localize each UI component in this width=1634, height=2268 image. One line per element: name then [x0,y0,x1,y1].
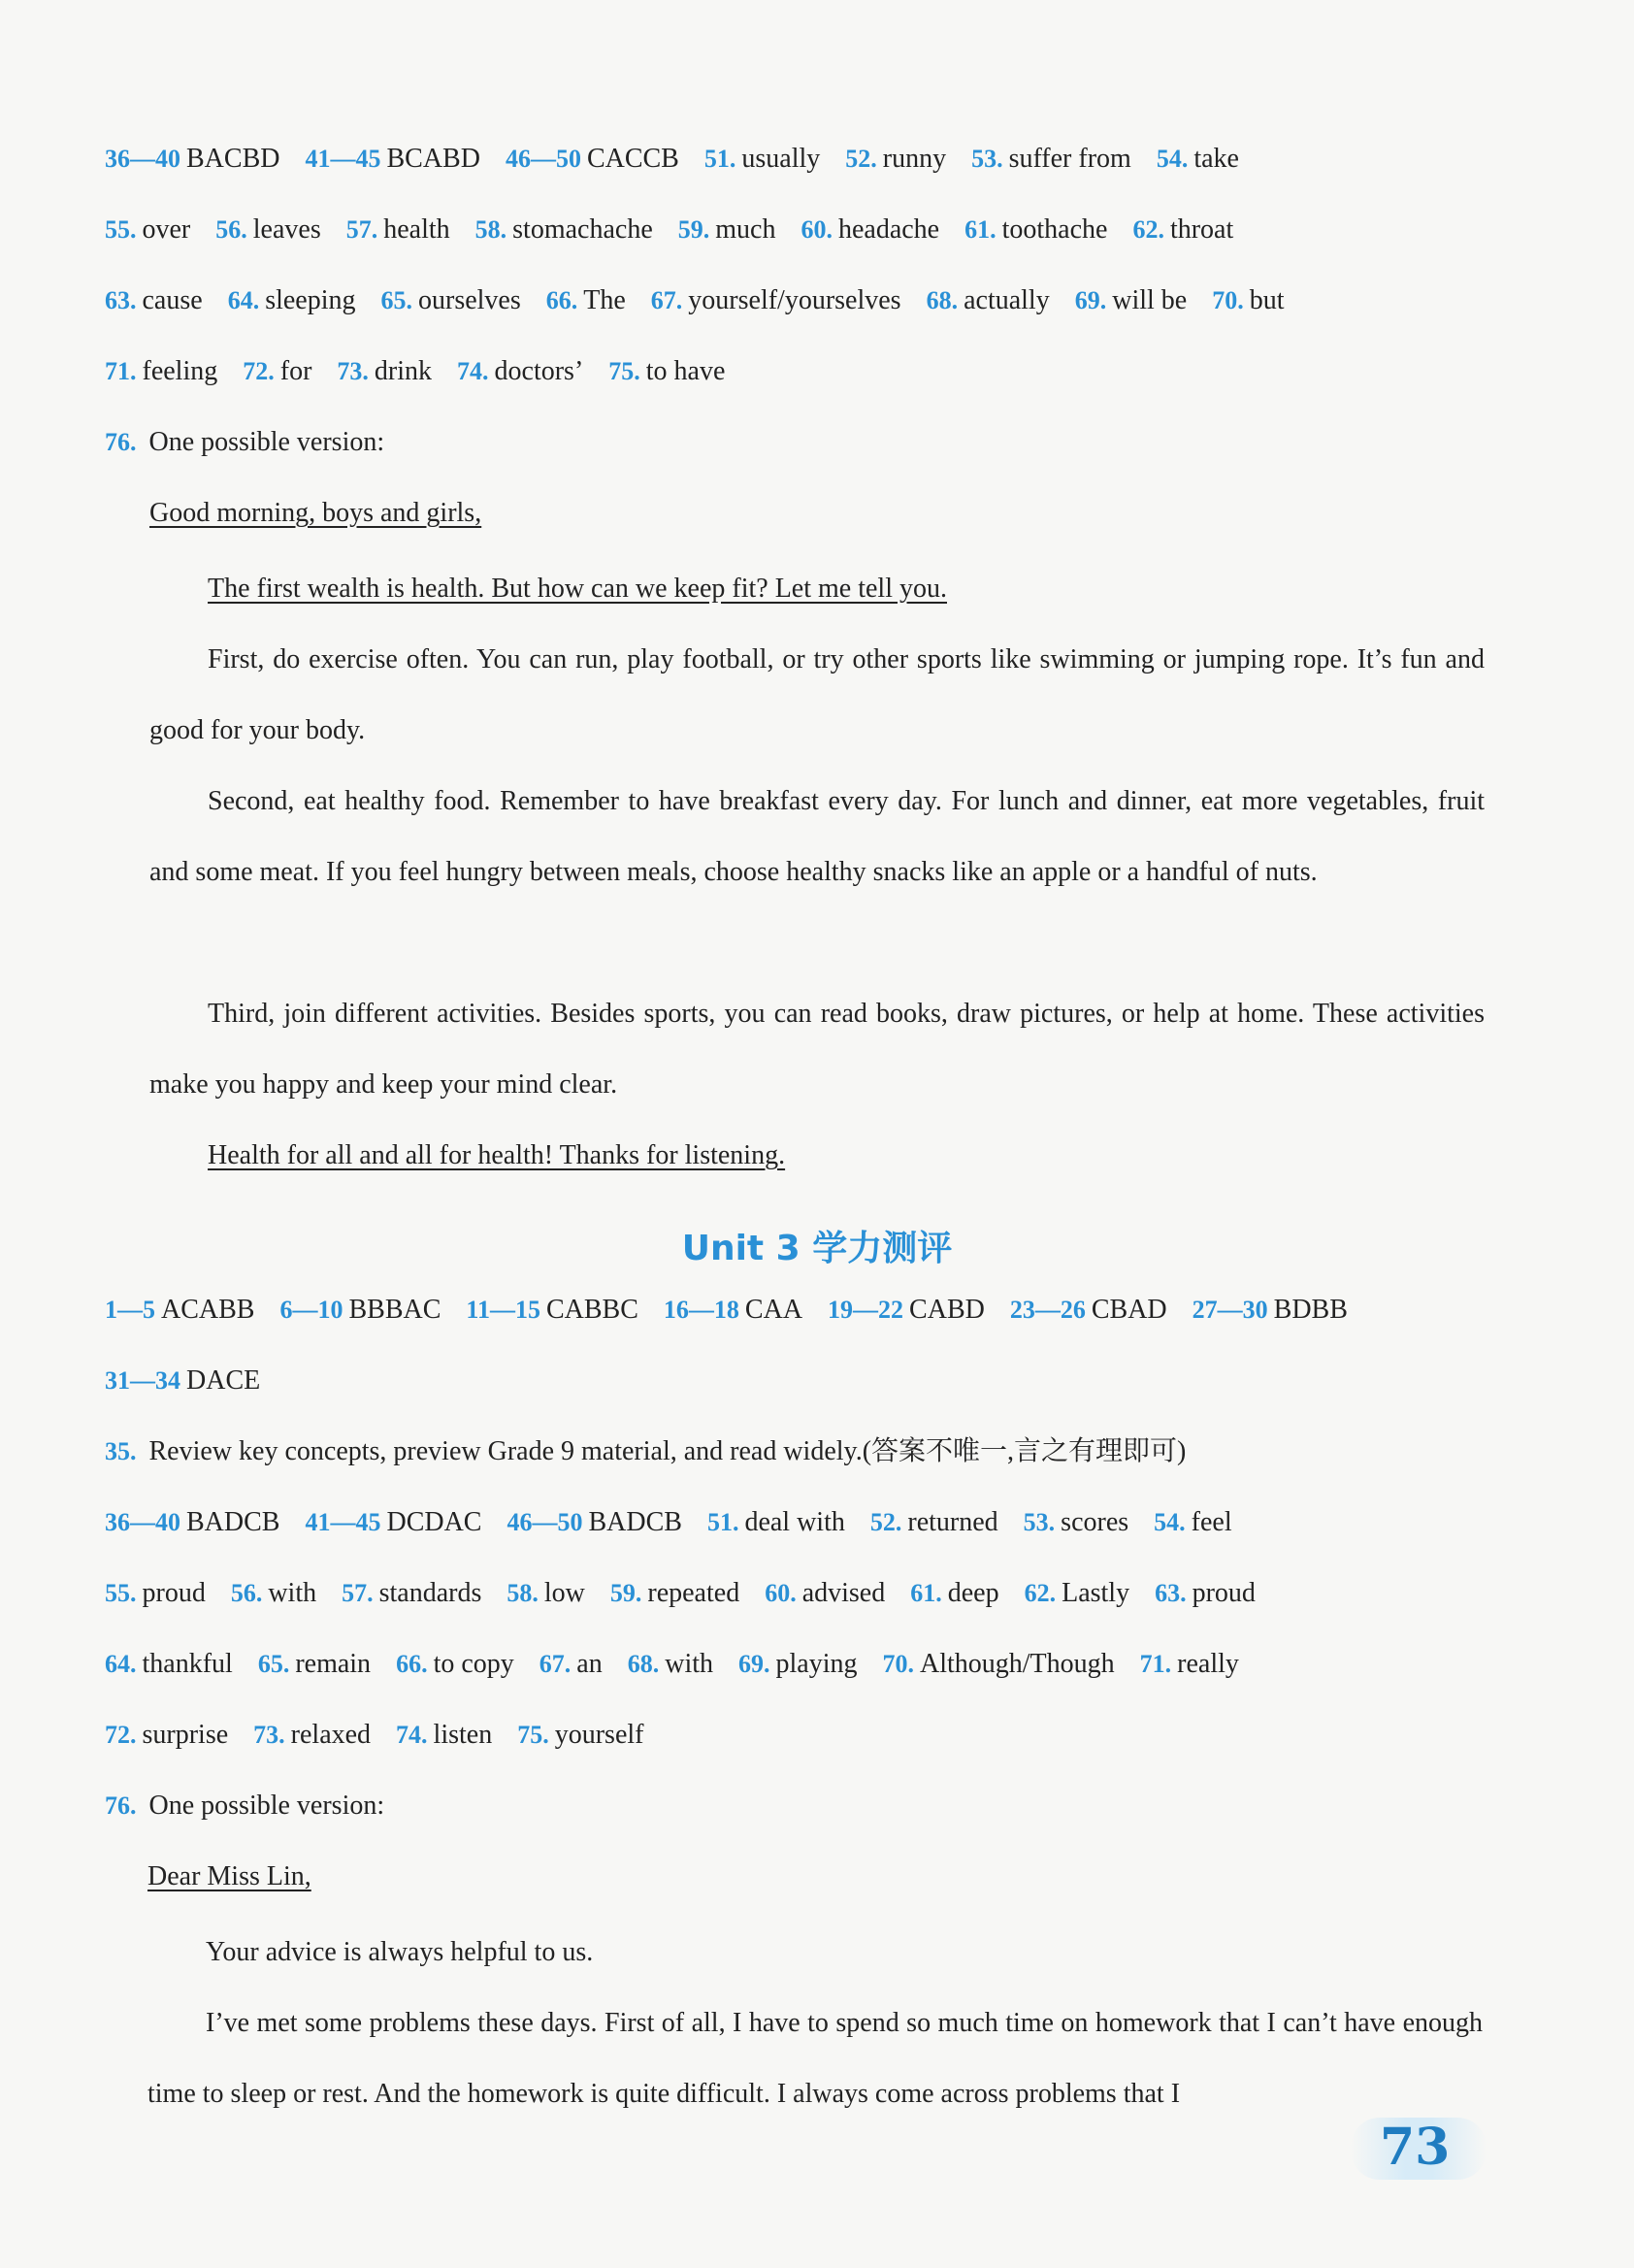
answer-item [105,1295,254,1325]
answer-item [738,1649,858,1679]
question-number: 67. [539,1650,572,1678]
answer-item [466,1295,638,1325]
answer-item [608,356,725,386]
answer-item [305,1507,481,1537]
answer-item [1075,285,1188,315]
question-number: 60. [801,215,833,244]
answer-text: Although/Though [920,1649,1115,1679]
essay-paragraph: First, do exercise often. You can run, play football, or try other sports like swimming or jumping rope. It’s fun and good for your body. [149,644,1485,745]
answer-item [253,1720,371,1750]
question-number: 75. [608,357,640,385]
question-number: 1—5 [105,1296,155,1324]
answer-text: proud [142,1578,206,1608]
question-number: 23—26 [1009,1296,1086,1324]
answer-text: relaxed [290,1720,372,1750]
answer-text: BDBB [1273,1295,1348,1325]
q76-line [105,423,1531,462]
answer-item [228,285,356,315]
question-number: 59. [609,1579,642,1607]
answer-text: feeling [142,356,218,386]
question-number: 27—30 [1192,1296,1268,1324]
question-number: 62. [1132,215,1164,244]
question-number: 76. [105,428,137,456]
answer-item [1212,285,1284,315]
answer-text: BBBAC [348,1295,441,1325]
answer-row [105,1645,1531,1684]
answer-text: will be [1112,285,1188,315]
essay-paragraph: The first wealth is health. But how can we keep fit? Let me tell you. [208,574,947,604]
question-number: 65. [380,286,412,314]
question-number: 41—45 [305,1508,381,1536]
answer-text: actually [964,285,1050,315]
answer-text: usually [741,144,821,174]
question-number: 51. [703,145,736,173]
question-number: 6—10 [279,1296,343,1324]
answer-item [845,144,946,174]
question-number: 66. [545,286,578,314]
answer-text: DACE [186,1365,261,1396]
question-number: 69. [1074,286,1107,314]
answer-text: feel [1191,1507,1232,1537]
answer-text: throat [1169,214,1234,245]
answer-item [1155,1578,1256,1608]
answer-text: over [142,214,191,245]
question-number: 63. [1155,1579,1187,1607]
page-number-badge [1351,2118,1487,2180]
question-number: 72. [105,1721,137,1749]
answer-item [105,1365,260,1396]
answer-item [258,1649,371,1679]
question-number: 11—15 [466,1296,540,1324]
answer-item [927,285,1050,315]
answer-text: returned [907,1507,998,1537]
question-number: 31—34 [105,1366,180,1395]
answer-text: deep [947,1578,999,1608]
question-number: 63. [105,286,137,314]
answer-item [664,1295,802,1325]
question-number: 58. [474,215,507,244]
answer-item [828,1295,985,1325]
letter-paragraph: Your advice is always helpful to us. [206,1937,594,1967]
answer-item [475,214,653,245]
question-number: 53. [1023,1508,1056,1536]
answer-item [1193,1295,1348,1325]
answer-text: stomachache [512,214,653,245]
answer-row [105,1574,1531,1613]
answer-row [105,1716,1531,1755]
letter-greeting: Dear Miss Lin, [147,1861,311,1891]
answer-item [105,1649,233,1679]
answer-item [342,1578,481,1608]
page-number: 73 [1380,2118,1451,2177]
answer-item [1132,214,1233,245]
answer-text: remain [295,1649,372,1679]
answer-item [396,1649,514,1679]
answer-item [651,285,901,315]
answer-item [396,1720,492,1750]
answer-text: proud [1192,1578,1256,1608]
essay-paragraph: Third, join different activities. Besides sports, you can read books, draw pictures, or help at home. These activities make you happy and keep your mind clear. [149,999,1485,1100]
question-number: 56. [215,215,247,244]
question-number: 19—22 [828,1296,904,1324]
answer-item [346,214,450,245]
answer-text: CABD [909,1295,985,1325]
answer-item [964,214,1107,245]
answer-row [105,140,1531,179]
answer-text: scores [1061,1507,1129,1537]
question-number: 46—50 [507,1508,583,1536]
answer-item [337,356,432,386]
answer-text: an [576,1649,603,1679]
essay-paragraph: Second, eat healthy food. Remember to have breakfast every day. For lunch and dinner, eat more vegetables, fruit and some meat. If you feel hungry between meals, choose healthy snacks like an apple or a handful of nuts. [149,786,1485,887]
question-number: 74. [457,357,489,385]
answer-item [765,1578,885,1608]
answer-text: toothache [1001,214,1108,245]
answer-text: Lastly [1062,1578,1130,1608]
answer-text: deal with [744,1507,845,1537]
question-number: 57. [345,215,378,244]
question-number: 73. [337,357,369,385]
answer-item [1157,144,1239,174]
answer-text: headache [837,214,940,245]
answer-item [704,144,820,174]
answer-item [678,214,776,245]
question-number: 54. [1154,1508,1186,1536]
answer-item [910,1578,998,1608]
q76-text: One possible version: [148,1791,385,1821]
q35-text: Review key concepts, preview Grade 9 material, and read widely.(答案不唯一,言之有理即可) [148,1436,1187,1466]
answer-text: thankful [142,1649,233,1679]
answer-text: surprise [142,1720,229,1750]
answer-item [1024,1507,1128,1537]
answer-text: DCDAC [386,1507,482,1537]
question-number: 16—18 [663,1296,739,1324]
question-number: 75. [517,1721,549,1749]
question-number: 54. [1156,145,1189,173]
answer-text: playing [775,1649,858,1679]
answer-item [971,144,1131,174]
answer-item [801,214,939,245]
answer-item [507,1578,585,1608]
question-number: 56. [230,1579,263,1607]
question-number: 52. [845,145,877,173]
answer-text: sleeping [265,285,356,315]
answer-text: but [1249,285,1285,315]
question-number: 55. [105,1579,137,1607]
answer-item [1154,1507,1231,1537]
answer-item [1010,1295,1167,1325]
answer-row [105,1362,1531,1400]
answer-text: take [1193,144,1239,174]
answer-item [105,1720,228,1750]
answer-item [707,1507,845,1537]
question-number: 73. [253,1721,285,1749]
answer-item [546,285,626,315]
answer-item [105,285,203,315]
answer-text: ACABB [161,1295,255,1325]
answer-text: repeated [647,1578,740,1608]
question-number: 65. [257,1650,290,1678]
question-number: 51. [706,1508,739,1536]
answer-item [457,356,583,386]
question-number: 71. [105,357,137,385]
answer-item [517,1720,643,1750]
essay-paragraph: Health for all and all for health! Thanks for listening. [208,1140,786,1170]
answer-item [105,1507,279,1537]
answer-text: BCABD [386,144,480,174]
question-number: 61. [964,215,997,244]
question-number: 62. [1024,1579,1057,1607]
question-number: 68. [926,286,959,314]
question-number: 52. [869,1508,902,1536]
question-number: 41—45 [305,145,381,173]
answer-text: CACCB [586,144,679,174]
answer-text: CBAD [1091,1295,1167,1325]
question-number: 70. [1212,286,1244,314]
answer-text: BADCB [186,1507,280,1537]
answer-item [243,356,311,386]
answer-item [215,214,320,245]
question-number: 74. [396,1721,428,1749]
question-number: 46—50 [505,145,581,173]
answer-item [507,1507,681,1537]
answer-item [105,214,190,245]
answer-text: leaves [252,214,321,245]
answer-item [105,1578,206,1608]
answer-item [610,1578,739,1608]
answer-row [105,1291,1531,1330]
question-number: 36—40 [105,1508,180,1536]
q76-line [105,1787,1531,1825]
question-number: 70. [882,1650,914,1678]
answer-item [305,144,479,174]
q35-line [105,1432,1531,1471]
question-number: 53. [971,145,1003,173]
answer-item [1025,1578,1130,1608]
question-number: 64. [227,286,260,314]
question-number: 59. [677,215,710,244]
question-number: 58. [507,1579,539,1607]
answer-text: runny [882,144,947,174]
answer-text: with [665,1649,713,1679]
answer-item [870,1507,998,1537]
q76-text: One possible version: [148,427,385,457]
answer-text: much [715,214,776,245]
answer-item [628,1649,713,1679]
answer-item [506,144,679,174]
answer-text: low [543,1578,585,1608]
answer-text: standards [378,1578,482,1608]
answer-text: yourself/yourselves [688,285,901,315]
question-number: 67. [650,286,683,314]
answer-text: drink [374,356,433,386]
answer-text: ourselves [418,285,521,315]
question-number: 55. [105,215,137,244]
question-number: 71. [1139,1650,1172,1678]
answer-text: suffer from [1008,144,1131,174]
answer-row [105,352,1531,391]
question-number: 60. [765,1579,797,1607]
letter-paragraph: I’ve met some problems these days. First of all, I have to spend so much time on homework that I can’t have enough time to sleep or rest. And the homework is quite difficult. I always come across problems that I [147,2008,1483,2109]
unit-heading: Unit 3 学力测评 [681,1229,953,1268]
answer-text: really [1177,1649,1239,1679]
answer-text: CAA [744,1295,803,1325]
question-number: 36—40 [105,145,180,173]
answer-text: health [383,214,450,245]
question-number: 57. [342,1579,374,1607]
answer-text: CABBC [545,1295,638,1325]
answer-item [1140,1649,1239,1679]
answer-text: listen [433,1720,493,1750]
answer-item [883,1649,1115,1679]
answer-item [231,1578,316,1608]
answer-text: cause [142,285,203,315]
answer-text: yourself [554,1720,644,1750]
answer-text: BACBD [186,144,280,174]
answer-row [105,211,1531,249]
answer-text: The [583,285,626,315]
answer-item [105,356,217,386]
answer-text: to have [645,356,726,386]
answer-text: to copy [433,1649,514,1679]
answer-item [279,1295,441,1325]
answer-item [539,1649,603,1679]
answer-item [381,285,521,315]
answer-text: advised [801,1578,886,1608]
answer-text: BADCB [588,1507,682,1537]
answer-text: for [279,356,312,386]
question-number: 66. [396,1650,428,1678]
answer-text: with [268,1578,317,1608]
essay-greeting: Good morning, boys and girls, [149,498,482,528]
answer-item [105,144,279,174]
answer-row [105,1503,1531,1542]
question-number: 61. [910,1579,942,1607]
question-number: 64. [105,1650,137,1678]
question-number: 35. [105,1437,137,1465]
question-number: 72. [243,357,275,385]
question-number: 69. [738,1650,770,1678]
question-number: 68. [627,1650,660,1678]
answer-text: doctors’ [494,356,584,386]
question-number: 76. [105,1791,137,1820]
answer-row [105,281,1531,320]
